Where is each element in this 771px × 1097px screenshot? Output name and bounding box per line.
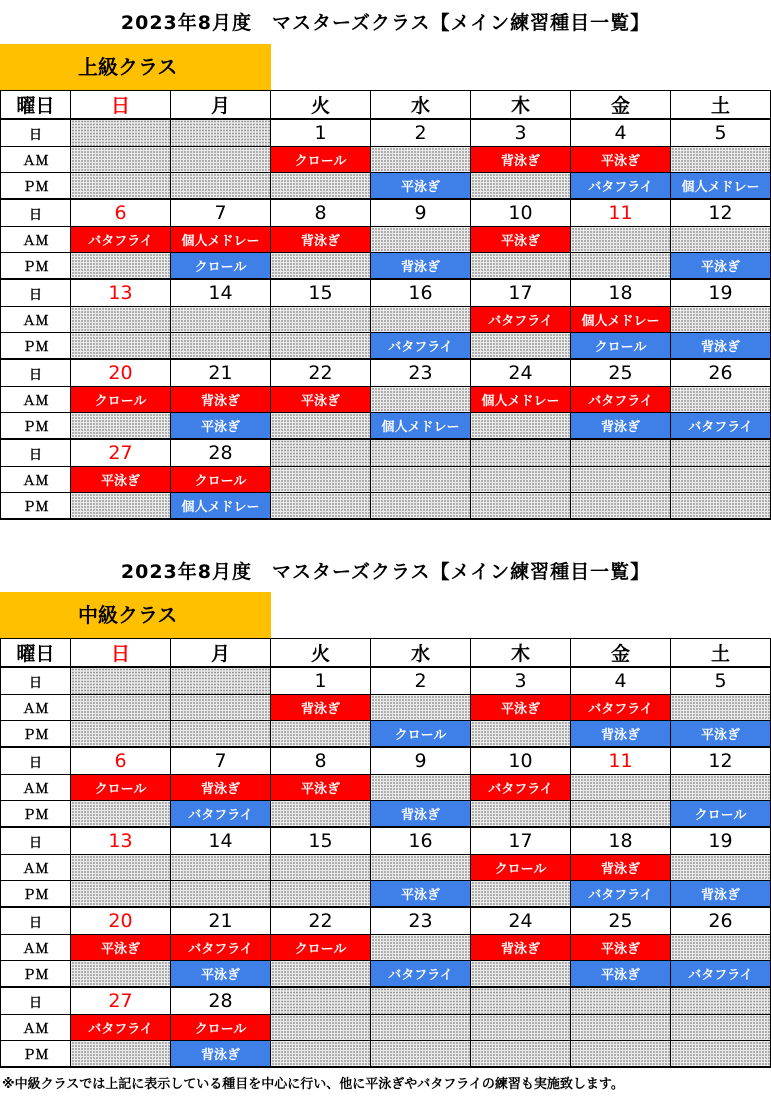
- event-cell: 背泳ぎ: [571, 721, 671, 748]
- event-cell: クロール: [471, 855, 571, 881]
- date-cell: 3: [471, 667, 571, 695]
- event-cell: クロール: [171, 253, 271, 280]
- event-cell: クロール: [71, 387, 171, 413]
- event-cell: [471, 881, 571, 908]
- event-cell: [271, 881, 371, 908]
- row-label-pm: ＰＭ: [1, 493, 71, 520]
- event-cell: [471, 173, 571, 200]
- event-cell: 平泳ぎ: [571, 935, 671, 961]
- row-label-pm: ＰＭ: [1, 333, 71, 360]
- event-cell: 平泳ぎ: [71, 935, 171, 961]
- date-cell: [271, 987, 371, 1015]
- section-title-advanced: 2023年8月度 マスターズクラス【メイン練習種目一覧】: [120, 12, 651, 34]
- event-cell: [171, 855, 271, 881]
- date-cell: 11: [571, 747, 671, 775]
- row-label-day: 日: [1, 907, 71, 935]
- event-cell: 平泳ぎ: [271, 775, 371, 801]
- row-label-am: ＡＭ: [1, 855, 71, 881]
- event-cell: [71, 855, 171, 881]
- weekday-header-label: 曜日: [1, 639, 71, 668]
- event-cell: [371, 467, 471, 493]
- event-cell: 背泳ぎ: [371, 801, 471, 828]
- date-cell: 21: [171, 907, 271, 935]
- event-cell: 平泳ぎ: [371, 881, 471, 908]
- date-cell: 14: [171, 827, 271, 855]
- date-cell: 5: [671, 119, 771, 147]
- event-cell: 個人メドレー: [371, 413, 471, 440]
- date-cell: 17: [471, 827, 571, 855]
- am-row: [1, 1015, 771, 1041]
- event-cell: [71, 881, 171, 908]
- event-cell: [471, 1041, 571, 1068]
- date-cell: [71, 667, 171, 695]
- date-cell: [571, 439, 671, 467]
- date-row: [1, 987, 771, 1015]
- event-cell: 平泳ぎ: [671, 721, 771, 748]
- event-cell: [671, 467, 771, 493]
- date-cell: 9: [371, 747, 471, 775]
- pm-row: [1, 881, 771, 908]
- date-row: [1, 199, 771, 227]
- event-cell: [71, 1041, 171, 1068]
- date-row: [1, 747, 771, 775]
- am-row: [1, 387, 771, 413]
- event-cell: [71, 307, 171, 333]
- event-cell: 個人メドレー: [571, 307, 671, 333]
- weekday-header: 月: [171, 91, 271, 120]
- pm-row: [1, 801, 771, 828]
- date-cell: 10: [471, 199, 571, 227]
- event-cell: [671, 307, 771, 333]
- event-cell: 平泳ぎ: [271, 387, 371, 413]
- date-cell: 15: [271, 279, 371, 307]
- event-cell: [71, 147, 171, 173]
- event-cell: クロール: [71, 775, 171, 801]
- event-cell: [371, 307, 471, 333]
- event-cell: 平泳ぎ: [171, 413, 271, 440]
- event-cell: バタフライ: [71, 227, 171, 253]
- event-cell: 平泳ぎ: [371, 173, 471, 200]
- event-cell: 背泳ぎ: [171, 387, 271, 413]
- weekday-header: 土: [671, 91, 771, 120]
- event-cell: 背泳ぎ: [471, 935, 571, 961]
- date-cell: 20: [71, 907, 171, 935]
- date-cell: 16: [371, 827, 471, 855]
- date-cell: [371, 439, 471, 467]
- pm-row: [1, 961, 771, 988]
- event-cell: 背泳ぎ: [371, 253, 471, 280]
- header-row: [1, 639, 771, 668]
- event-cell: 平泳ぎ: [71, 467, 171, 493]
- event-cell: [471, 1015, 571, 1041]
- event-cell: 個人メドレー: [171, 227, 271, 253]
- event-cell: 背泳ぎ: [171, 1041, 271, 1068]
- date-cell: [471, 987, 571, 1015]
- event-cell: [171, 333, 271, 360]
- event-cell: [271, 721, 371, 748]
- event-cell: 背泳ぎ: [171, 775, 271, 801]
- date-cell: 1: [271, 119, 371, 147]
- event-cell: 背泳ぎ: [671, 881, 771, 908]
- event-cell: クロール: [271, 147, 371, 173]
- event-cell: [371, 493, 471, 520]
- pm-row: [1, 721, 771, 748]
- event-cell: [671, 855, 771, 881]
- date-cell: 18: [571, 279, 671, 307]
- date-cell: [571, 987, 671, 1015]
- event-cell: [371, 147, 471, 173]
- event-cell: 平泳ぎ: [471, 227, 571, 253]
- date-cell: 25: [571, 359, 671, 387]
- am-row: [1, 695, 771, 721]
- row-label-pm: ＰＭ: [1, 881, 71, 908]
- date-cell: 14: [171, 279, 271, 307]
- date-cell: 10: [471, 747, 571, 775]
- event-cell: [271, 493, 371, 520]
- event-cell: [171, 721, 271, 748]
- event-cell: [371, 855, 471, 881]
- date-cell: [671, 987, 771, 1015]
- event-cell: [71, 695, 171, 721]
- am-row: [1, 227, 771, 253]
- event-cell: [571, 253, 671, 280]
- event-cell: [71, 253, 171, 280]
- event-cell: [271, 307, 371, 333]
- class-label-intermediate: 中級クラス: [0, 592, 271, 638]
- event-cell: [271, 961, 371, 988]
- event-cell: [171, 173, 271, 200]
- date-cell: 21: [171, 359, 271, 387]
- event-cell: [371, 695, 471, 721]
- row-label-day: 日: [1, 827, 71, 855]
- event-cell: 背泳ぎ: [571, 413, 671, 440]
- event-cell: クロール: [671, 801, 771, 828]
- date-cell: 26: [671, 359, 771, 387]
- date-cell: 9: [371, 199, 471, 227]
- row-label-am: ＡＭ: [1, 307, 71, 333]
- event-cell: [371, 935, 471, 961]
- row-label-day: 日: [1, 987, 71, 1015]
- pm-row: [1, 413, 771, 440]
- row-label-am: ＡＭ: [1, 467, 71, 493]
- weekday-header: 日: [71, 91, 171, 120]
- event-cell: [71, 721, 171, 748]
- event-cell: バタフライ: [171, 935, 271, 961]
- date-cell: 27: [71, 439, 171, 467]
- row-label-am: ＡＭ: [1, 227, 71, 253]
- event-cell: バタフライ: [471, 775, 571, 801]
- am-row: [1, 467, 771, 493]
- event-cell: [571, 801, 671, 828]
- event-cell: 個人メドレー: [471, 387, 571, 413]
- date-cell: 16: [371, 279, 471, 307]
- date-cell: 12: [671, 747, 771, 775]
- row-label-am: ＡＭ: [1, 775, 71, 801]
- event-cell: [571, 227, 671, 253]
- am-row: [1, 147, 771, 173]
- weekday-header: 水: [371, 639, 471, 668]
- event-cell: クロール: [571, 333, 671, 360]
- event-cell: バタフライ: [671, 961, 771, 988]
- event-cell: [671, 1015, 771, 1041]
- date-cell: 19: [671, 279, 771, 307]
- event-cell: [471, 961, 571, 988]
- event-cell: バタフライ: [471, 307, 571, 333]
- event-cell: [571, 493, 671, 520]
- header-row: [1, 91, 771, 120]
- event-cell: [171, 881, 271, 908]
- event-cell: [671, 935, 771, 961]
- event-cell: [671, 695, 771, 721]
- event-cell: 個人メドレー: [671, 173, 771, 200]
- event-cell: [71, 333, 171, 360]
- date-cell: 25: [571, 907, 671, 935]
- event-cell: [571, 1041, 671, 1068]
- event-cell: バタフライ: [571, 387, 671, 413]
- date-row: [1, 827, 771, 855]
- section-title-intermediate: 2023年8月度 マスターズクラス【メイン練習種目一覧】: [120, 561, 651, 583]
- event-cell: クロール: [271, 935, 371, 961]
- weekday-header: 金: [571, 639, 671, 668]
- date-cell: 24: [471, 907, 571, 935]
- pm-row: [1, 493, 771, 520]
- date-cell: 8: [271, 747, 371, 775]
- event-cell: [671, 387, 771, 413]
- row-label-am: ＡＭ: [1, 1015, 71, 1041]
- date-cell: 20: [71, 359, 171, 387]
- date-cell: 4: [571, 667, 671, 695]
- date-row: [1, 907, 771, 935]
- date-cell: 3: [471, 119, 571, 147]
- event-cell: 背泳ぎ: [271, 227, 371, 253]
- date-cell: 28: [171, 439, 271, 467]
- event-cell: [471, 413, 571, 440]
- event-cell: [471, 253, 571, 280]
- row-label-pm: ＰＭ: [1, 413, 71, 440]
- event-cell: [671, 1041, 771, 1068]
- date-cell: 6: [71, 199, 171, 227]
- date-cell: 2: [371, 667, 471, 695]
- date-cell: 7: [171, 747, 271, 775]
- date-cell: 15: [271, 827, 371, 855]
- event-cell: [571, 1015, 671, 1041]
- date-row: [1, 279, 771, 307]
- event-cell: [71, 801, 171, 828]
- event-cell: [71, 173, 171, 200]
- date-cell: 7: [171, 199, 271, 227]
- date-cell: 13: [71, 827, 171, 855]
- date-cell: 22: [271, 359, 371, 387]
- event-cell: 平泳ぎ: [571, 147, 671, 173]
- event-cell: [671, 147, 771, 173]
- date-cell: [271, 439, 371, 467]
- event-cell: 背泳ぎ: [271, 695, 371, 721]
- event-cell: 背泳ぎ: [571, 855, 671, 881]
- event-cell: 個人メドレー: [171, 493, 271, 520]
- event-cell: バタフライ: [571, 695, 671, 721]
- event-cell: 平泳ぎ: [471, 695, 571, 721]
- pm-row: [1, 253, 771, 280]
- event-cell: [271, 413, 371, 440]
- date-cell: 17: [471, 279, 571, 307]
- event-cell: [71, 493, 171, 520]
- event-cell: [471, 721, 571, 748]
- event-cell: [271, 333, 371, 360]
- date-cell: 12: [671, 199, 771, 227]
- event-cell: バタフライ: [571, 173, 671, 200]
- weekday-header: 木: [471, 639, 571, 668]
- event-cell: 背泳ぎ: [671, 333, 771, 360]
- pm-row: [1, 173, 771, 200]
- date-row: [1, 119, 771, 147]
- event-cell: [371, 775, 471, 801]
- date-cell: 24: [471, 359, 571, 387]
- event-cell: [171, 307, 271, 333]
- event-cell: バタフライ: [671, 413, 771, 440]
- date-cell: 13: [71, 279, 171, 307]
- am-row: [1, 855, 771, 881]
- date-cell: [371, 987, 471, 1015]
- row-label-am: ＡＭ: [1, 935, 71, 961]
- date-cell: [171, 119, 271, 147]
- weekday-header: 火: [271, 91, 371, 120]
- row-label-day: 日: [1, 747, 71, 775]
- date-cell: 19: [671, 827, 771, 855]
- event-cell: [371, 1015, 471, 1041]
- row-label-am: ＡＭ: [1, 147, 71, 173]
- event-cell: [271, 1041, 371, 1068]
- date-row: [1, 667, 771, 695]
- event-cell: [471, 333, 571, 360]
- event-cell: クロール: [171, 467, 271, 493]
- event-cell: バタフライ: [371, 961, 471, 988]
- date-row: [1, 439, 771, 467]
- event-cell: [471, 467, 571, 493]
- weekday-header: 水: [371, 91, 471, 120]
- schedule-table-advanced: [0, 90, 771, 520]
- event-cell: 平泳ぎ: [171, 961, 271, 988]
- event-cell: バタフライ: [371, 333, 471, 360]
- event-cell: クロール: [371, 721, 471, 748]
- date-cell: [71, 119, 171, 147]
- row-label-am: ＡＭ: [1, 695, 71, 721]
- row-label-day: 日: [1, 279, 71, 307]
- event-cell: [471, 493, 571, 520]
- event-cell: [271, 855, 371, 881]
- row-label-pm: ＰＭ: [1, 961, 71, 988]
- event-cell: バタフライ: [71, 1015, 171, 1041]
- pm-row: [1, 1041, 771, 1068]
- date-cell: 1: [271, 667, 371, 695]
- date-cell: 23: [371, 907, 471, 935]
- date-row: [1, 359, 771, 387]
- date-cell: 22: [271, 907, 371, 935]
- weekday-header: 火: [271, 639, 371, 668]
- row-label-pm: ＰＭ: [1, 173, 71, 200]
- event-cell: [71, 961, 171, 988]
- event-cell: [371, 387, 471, 413]
- event-cell: バタフライ: [571, 881, 671, 908]
- event-cell: [71, 413, 171, 440]
- row-label-am: ＡＭ: [1, 387, 71, 413]
- date-cell: 26: [671, 907, 771, 935]
- event-cell: バタフライ: [171, 801, 271, 828]
- am-row: [1, 307, 771, 333]
- event-cell: [671, 227, 771, 253]
- am-row: [1, 775, 771, 801]
- schedule-table-intermediate: [0, 638, 771, 1068]
- event-cell: [271, 801, 371, 828]
- event-cell: [371, 1041, 471, 1068]
- weekday-header: 金: [571, 91, 671, 120]
- event-cell: [171, 695, 271, 721]
- event-cell: クロール: [171, 1015, 271, 1041]
- event-cell: [271, 467, 371, 493]
- weekday-header: 土: [671, 639, 771, 668]
- weekday-header: 木: [471, 91, 571, 120]
- class-label-advanced: 上級クラス: [0, 44, 271, 90]
- row-label-day: 日: [1, 119, 71, 147]
- event-cell: [571, 467, 671, 493]
- date-cell: [471, 439, 571, 467]
- date-cell: 6: [71, 747, 171, 775]
- row-label-pm: ＰＭ: [1, 801, 71, 828]
- event-cell: 背泳ぎ: [471, 147, 571, 173]
- date-cell: [671, 439, 771, 467]
- pm-row: [1, 333, 771, 360]
- date-cell: 2: [371, 119, 471, 147]
- event-cell: [271, 253, 371, 280]
- row-label-pm: ＰＭ: [1, 721, 71, 748]
- event-cell: [271, 173, 371, 200]
- date-cell: 5: [671, 667, 771, 695]
- row-label-day: 日: [1, 667, 71, 695]
- date-cell: 23: [371, 359, 471, 387]
- date-cell: 8: [271, 199, 371, 227]
- row-label-pm: ＰＭ: [1, 1041, 71, 1068]
- date-cell: 18: [571, 827, 671, 855]
- date-cell: 11: [571, 199, 671, 227]
- event-cell: [371, 227, 471, 253]
- weekday-header: 日: [71, 639, 171, 668]
- weekday-header-label: 曜日: [1, 91, 71, 120]
- event-cell: [671, 493, 771, 520]
- event-cell: [671, 775, 771, 801]
- event-cell: [571, 775, 671, 801]
- row-label-day: 日: [1, 359, 71, 387]
- date-cell: [171, 667, 271, 695]
- footnote: ※中級クラスでは上記に表示している種目を中心に行い、他に平泳ぎやバタフライの練習も実施致します。: [2, 1077, 624, 1092]
- weekday-header: 月: [171, 639, 271, 668]
- event-cell: [171, 147, 271, 173]
- date-cell: 27: [71, 987, 171, 1015]
- event-cell: 平泳ぎ: [671, 253, 771, 280]
- am-row: [1, 935, 771, 961]
- date-cell: 28: [171, 987, 271, 1015]
- event-cell: [471, 801, 571, 828]
- row-label-day: 日: [1, 439, 71, 467]
- event-cell: 平泳ぎ: [571, 961, 671, 988]
- event-cell: [271, 1015, 371, 1041]
- row-label-pm: ＰＭ: [1, 253, 71, 280]
- date-cell: 4: [571, 119, 671, 147]
- row-label-day: 日: [1, 199, 71, 227]
